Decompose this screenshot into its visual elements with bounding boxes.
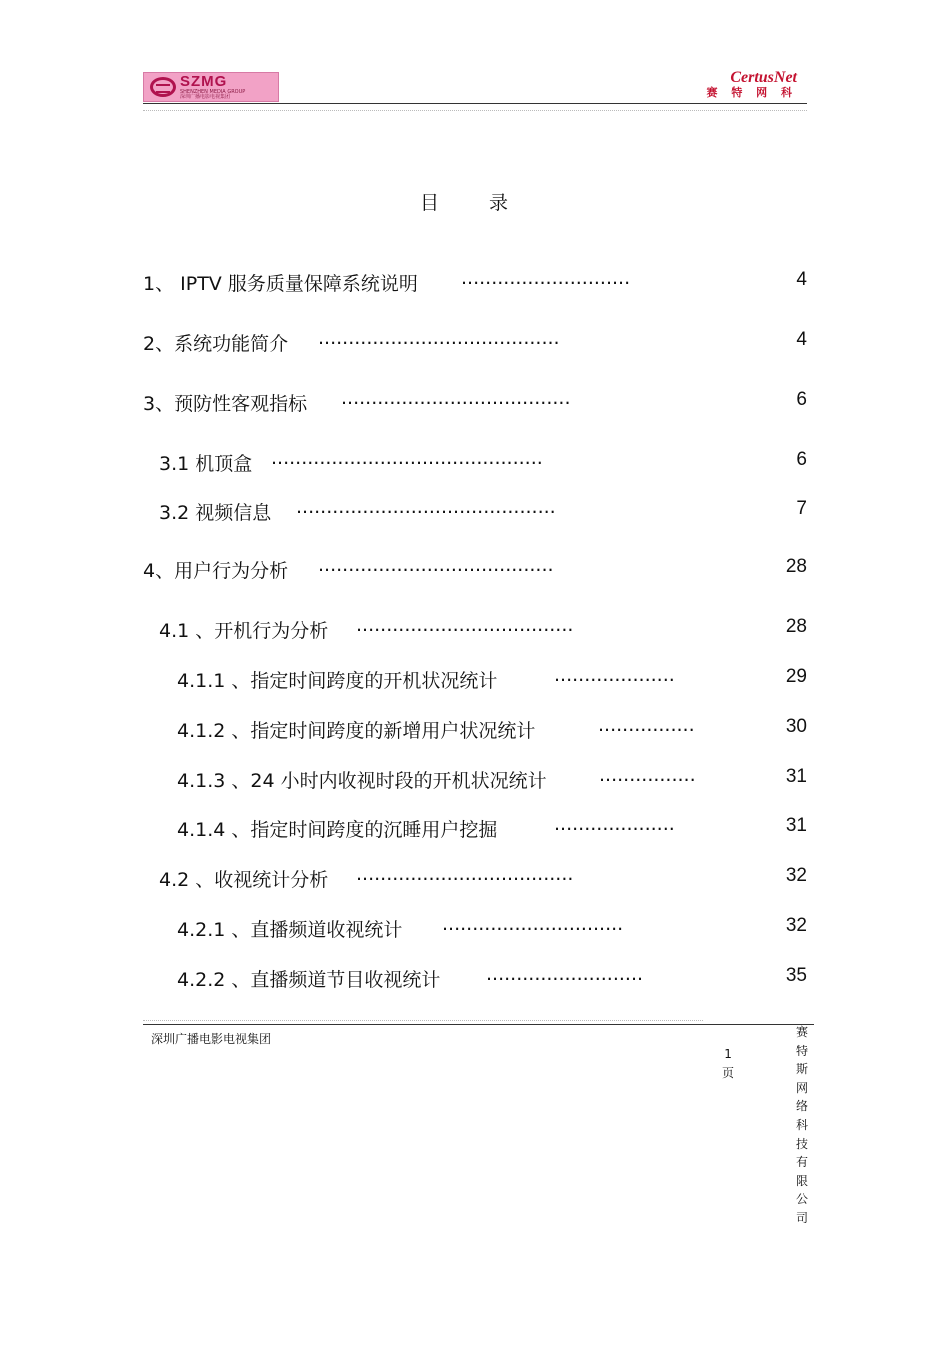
toc-entry-text: 3、预防性客观指标 xyxy=(143,393,308,415)
footer-company: 赛特斯网络科技有限公司 xyxy=(795,1025,808,1225)
header-dotted-divider xyxy=(143,110,807,111)
toc-entry[interactable] xyxy=(143,666,807,692)
certusnet-logo-name: CertusNet xyxy=(730,69,797,86)
toc-entry-page: 4 xyxy=(796,269,807,290)
toc-entry-text: 3.1 机顶盒 xyxy=(159,453,253,475)
toc-entry[interactable] xyxy=(143,269,807,295)
page-number: 1 xyxy=(724,1047,732,1061)
toc-entry-page: 6 xyxy=(796,389,807,410)
toc-entry-page: 7 xyxy=(796,498,807,519)
toc-entry-text: 4.1 、开机行为分析 xyxy=(159,620,329,642)
toc-entry-leader: ................ xyxy=(599,764,696,786)
toc-entry-page: 6 xyxy=(796,449,807,470)
toc-entry-leader: .................... xyxy=(554,813,675,835)
toc-entry-page: 29 xyxy=(785,666,807,687)
page-header xyxy=(143,70,807,106)
toc-entry[interactable] xyxy=(143,716,807,742)
toc-entry-page: 31 xyxy=(785,815,807,836)
szmg-logo-subtitle: SHENZHEN MEDIA GROUP xyxy=(180,89,246,95)
toc-entry[interactable] xyxy=(143,556,807,582)
footer-dotted-divider xyxy=(143,1020,703,1021)
toc-entry-page: 30 xyxy=(785,716,807,737)
toc-entry-text: 1、 IPTV 服务质量保障系统说明 xyxy=(143,273,418,295)
toc-entry-leader: ........................................... xyxy=(296,496,556,518)
footer-organization: 深圳广播电影电视集团 xyxy=(151,1032,272,1046)
toc-entry-page: 28 xyxy=(785,616,807,637)
szmg-logo-chinese: 深圳广播电影电视集团 xyxy=(180,94,231,100)
toc-entry-page: 32 xyxy=(785,865,807,886)
szmg-logo-name: SZMG xyxy=(180,73,228,90)
toc-entry-text: 4、用户行为分析 xyxy=(143,560,289,582)
toc-entry-text: 2、系统功能简介 xyxy=(143,333,289,355)
toc-entry-text: 4.1.1 、指定时间跨度的开机状况统计 xyxy=(177,670,498,692)
toc-entry-text: 4.1.4 、指定时间跨度的沉睡用户挖掘 xyxy=(177,819,498,841)
footer-divider xyxy=(143,1024,814,1025)
szmg-logo xyxy=(143,72,279,102)
header-divider xyxy=(143,103,807,104)
toc-entry-leader: .................... xyxy=(554,664,675,686)
toc-entry[interactable] xyxy=(143,965,807,991)
toc-entry-page: 28 xyxy=(785,556,807,577)
toc-entry-leader: .............................. xyxy=(442,913,624,935)
toc-entry[interactable] xyxy=(143,766,807,792)
toc-entry[interactable] xyxy=(143,616,807,642)
toc-entry-leader: .................................... xyxy=(356,863,574,885)
toc-entry-leader: ............................ xyxy=(461,267,631,289)
toc-entry-text: 3.2 视频信息 xyxy=(159,502,272,524)
toc-entry[interactable] xyxy=(143,329,807,355)
toc-entry-page: 35 xyxy=(785,965,807,986)
toc-entry[interactable] xyxy=(143,389,807,415)
toc-entry[interactable] xyxy=(143,865,807,891)
toc-entry[interactable] xyxy=(143,449,807,475)
toc-entry-text: 4.2 、收视统计分析 xyxy=(159,869,329,891)
toc-entry-leader: ...................................... xyxy=(341,387,571,409)
toc-entry-page: 32 xyxy=(785,915,807,936)
toc-entry-leader: ................ xyxy=(598,714,695,736)
toc-entry-leader: ............................................. xyxy=(271,447,543,469)
certusnet-logo xyxy=(707,70,798,98)
page-label: 页 xyxy=(722,1066,735,1080)
toc-entry-leader: .................................... xyxy=(356,614,574,636)
toc-entry-leader: ....................................... xyxy=(318,554,554,576)
toc-entry-text: 4.2.2 、直播频道节目收视统计 xyxy=(177,969,441,991)
footer-page-number xyxy=(722,1045,734,1083)
szmg-logo-icon xyxy=(150,77,176,97)
toc-entry-text: 4.2.1 、直播频道收视统计 xyxy=(177,919,403,941)
toc-title: 目 录 xyxy=(419,192,531,214)
toc-entry-leader: ........................................ xyxy=(318,327,560,349)
toc-entry-text: 4.1.3 、24 小时内收视时段的开机状况统计 xyxy=(177,770,547,792)
toc-entry-leader: .......................... xyxy=(486,963,644,985)
certusnet-logo-chinese: 赛 特 网 科 xyxy=(706,86,797,99)
toc-entry-page: 4 xyxy=(796,329,807,350)
toc-entry[interactable] xyxy=(143,498,807,524)
toc-entry[interactable] xyxy=(143,815,807,841)
toc-entry-page: 31 xyxy=(785,766,807,787)
toc-entry-text: 4.1.2 、指定时间跨度的新增用户状况统计 xyxy=(177,720,536,742)
toc-entry[interactable] xyxy=(143,915,807,941)
